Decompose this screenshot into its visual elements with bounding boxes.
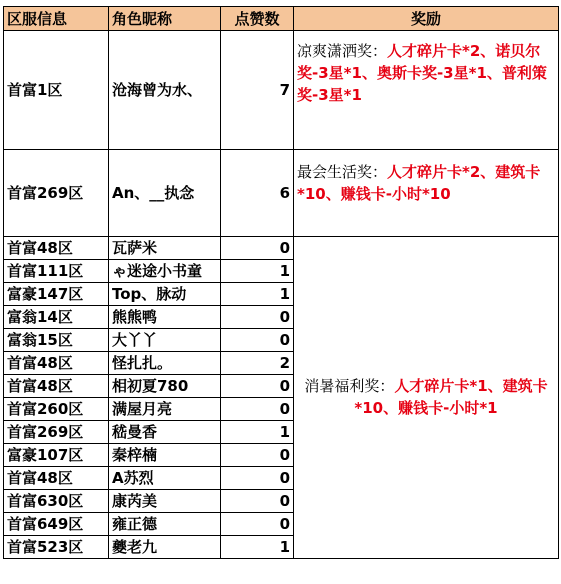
nickname-cell: A苏烈 xyxy=(109,467,221,490)
server-cell: 首富523区 xyxy=(4,536,109,559)
likes-cell: 6 xyxy=(221,150,294,237)
likes-cell: 2 xyxy=(221,352,294,375)
table-row xyxy=(4,150,559,237)
nickname-cell: 秦梓楠 xyxy=(109,444,221,467)
server-cell: 首富260区 xyxy=(4,398,109,421)
server-cell: 首富48区 xyxy=(4,352,109,375)
likes-cell: 1 xyxy=(221,260,294,283)
server-cell: 富翁15区 xyxy=(4,329,109,352)
likes-cell: 0 xyxy=(221,306,294,329)
likes-cell: 1 xyxy=(221,283,294,306)
nickname-cell: 雍正德 xyxy=(109,513,221,536)
server-cell: 首富269区 xyxy=(4,421,109,444)
reward-items: 人才碎片卡*1、建筑卡*10、赚钱卡-小时*1 xyxy=(354,376,548,417)
nickname-cell: 夔老九 xyxy=(109,536,221,559)
table-row xyxy=(4,237,559,260)
server-cell: 首富48区 xyxy=(4,237,109,260)
reward-items: 人才碎片卡*2、建筑卡*10、赚钱卡-小时*10 xyxy=(297,163,541,203)
header-row xyxy=(4,7,559,31)
nickname-cell: ゃ迷途小书童 xyxy=(109,260,221,283)
header-reward: 奖励 xyxy=(294,7,559,31)
reward-name: 最会生活奖： xyxy=(297,163,388,181)
likes-cell: 0 xyxy=(221,490,294,513)
header-server: 区服信息 xyxy=(4,7,109,31)
server-cell: 首富111区 xyxy=(4,260,109,283)
reward-cell-cool xyxy=(294,31,559,150)
likes-cell: 0 xyxy=(221,375,294,398)
reward-cell-life xyxy=(294,150,559,237)
likes-cell: 0 xyxy=(221,237,294,260)
reward-cell-summer xyxy=(294,237,559,559)
reward-name: 凉爽潇洒奖： xyxy=(297,42,388,60)
nickname-cell: 瓦萨米 xyxy=(109,237,221,260)
server-cell: 首富48区 xyxy=(4,467,109,490)
reward-table xyxy=(3,6,559,559)
server-cell: 首富649区 xyxy=(4,513,109,536)
server-cell: 首富1区 xyxy=(4,31,109,150)
likes-cell: 7 xyxy=(221,31,294,150)
server-cell: 首富48区 xyxy=(4,375,109,398)
likes-cell: 1 xyxy=(221,421,294,444)
nickname-cell: 嵇曼香 xyxy=(109,421,221,444)
likes-cell: 1 xyxy=(221,536,294,559)
server-cell: 首富630区 xyxy=(4,490,109,513)
likes-cell: 0 xyxy=(221,329,294,352)
nickname-cell: 大丫丫 xyxy=(109,329,221,352)
nickname-cell: 相初夏780 xyxy=(109,375,221,398)
reward-name: 消暑福利奖： xyxy=(304,376,395,395)
server-cell: 首富269区 xyxy=(4,150,109,237)
likes-cell: 0 xyxy=(221,467,294,490)
nickname-cell: 沧海曾为水、 xyxy=(109,31,221,150)
likes-cell: 0 xyxy=(221,513,294,536)
nickname-cell: 怪扎扎。 xyxy=(109,352,221,375)
likes-cell: 0 xyxy=(221,444,294,467)
header-likes: 点赞数 xyxy=(221,7,294,31)
server-cell: 富翁14区 xyxy=(4,306,109,329)
likes-cell: 0 xyxy=(221,398,294,421)
nickname-cell: An、__执念 xyxy=(109,150,221,237)
server-cell: 富豪147区 xyxy=(4,283,109,306)
table-row xyxy=(4,31,559,150)
header-nickname: 角色昵称 xyxy=(109,7,221,31)
nickname-cell: 满屋月亮 xyxy=(109,398,221,421)
reward-items: 人才碎片卡*2、诺贝尔奖-3星*1、奥斯卡奖-3星*1、普利策奖-3星*1 xyxy=(297,42,547,104)
server-cell: 富豪107区 xyxy=(4,444,109,467)
nickname-cell: Top、脉动 xyxy=(109,283,221,306)
nickname-cell: 康芮美 xyxy=(109,490,221,513)
nickname-cell: 熊熊鸭 xyxy=(109,306,221,329)
